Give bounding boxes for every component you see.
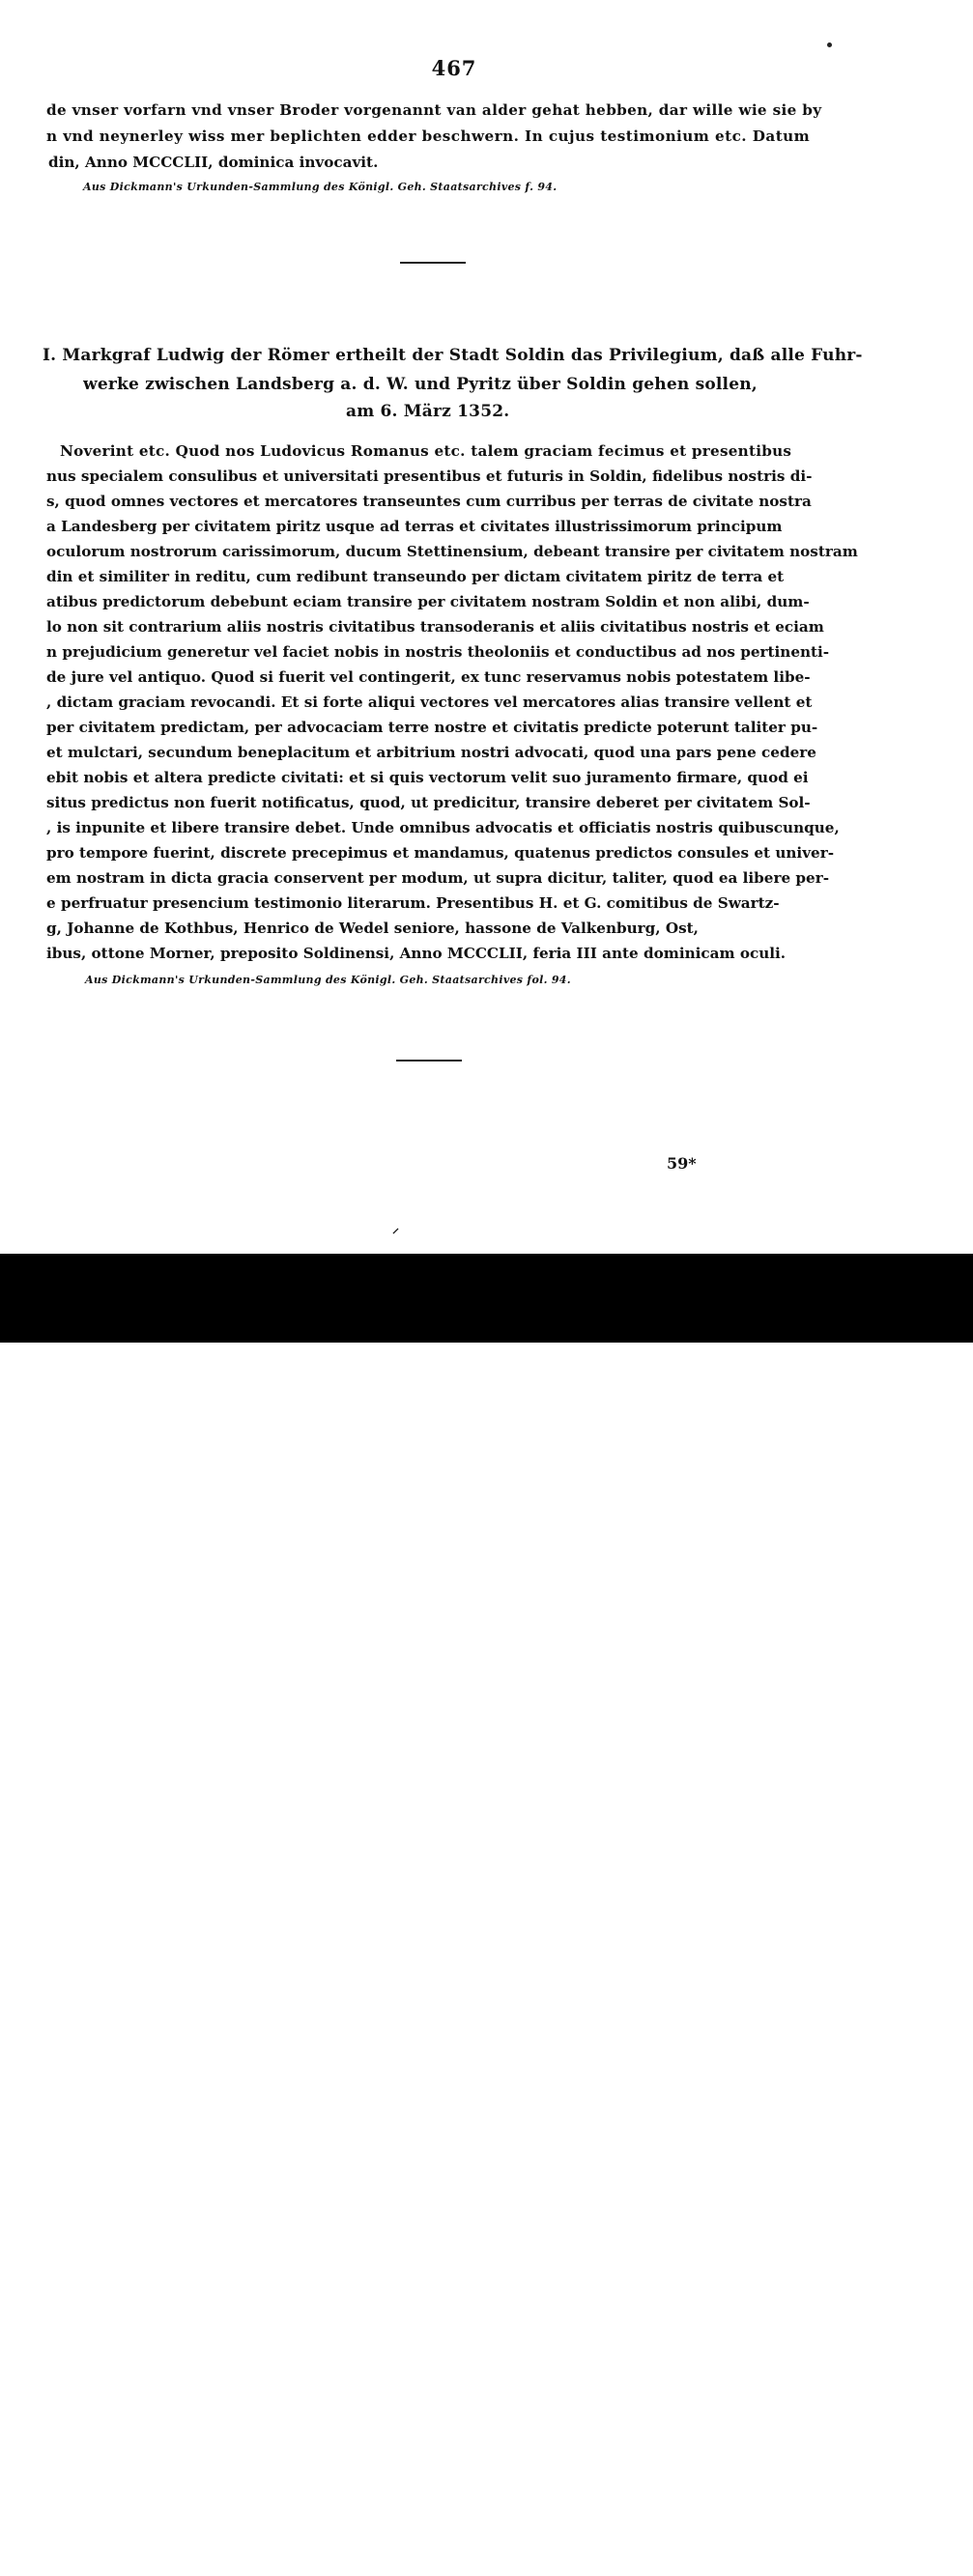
document-body-line: nus specialem consulibus et universitati presentibus et futuris in Soldin, fidelibus nostris di-: [46, 467, 813, 485]
document-body-line: per civitatem predictam, per advocaciam terre nostre et civitatis predicte poterunt taliter pu-: [46, 719, 818, 736]
document-body-line: g, Johanne de Kothbus, Henrico de Wedel seniore, hassone de Valkenburg, Ost,: [46, 920, 699, 937]
document-body-line: et mulctari, secundum beneplacitum et arbitrium nostri advocati, quod una pars pene cedere: [46, 744, 816, 761]
document-body-line: atibus predictorum debebunt eciam transire per civitatem nostram Soldin et non alibi, dum-: [46, 593, 810, 610]
document-body-line: s, quod omnes vectores et mercatores transeuntes cum curribus per terras de civitate nostra: [46, 493, 812, 510]
document-body-line: a Landesberg per civitatem piritz usque ad terras et civitates illustrissimorum principum: [46, 518, 783, 535]
document-body-line: em nostram in dicta gracia conservent per modum, ut supra dicitur, taliter, quod ea libere per-: [46, 869, 830, 887]
page-number: 467: [431, 56, 477, 80]
ink-speck: [827, 42, 832, 47]
watermark-strip: [0, 1254, 973, 2576]
document-body-line: din et similiter in reditu, cum redibunt transeundo per dictam civitatem piritz de terra et: [46, 568, 785, 585]
stray-mark: ⸝: [392, 1221, 399, 1236]
intro-line: din, Anno MCCCLII, dominica invocavit.: [48, 154, 379, 171]
document-body-line: lo non sit contrarium aliis nostris civitatibus transoderanis et aliis civitatibus nostris et eciam: [46, 618, 824, 636]
intro-line: n vnd neynerley wiss mer beplichten edder beschwern. In cujus testimonium etc. Datum: [46, 127, 811, 145]
document-source-note: Aus Dickmann's Urkunden-Sammlung des Königl. Geh. Staatsarchives fol. 94.: [85, 974, 571, 986]
document-body-line: n prejudicium generetur vel faciet nobis in nostris theoloniis et conductibus ad nos pertinenti-: [46, 643, 830, 661]
document-heading-line: am 6. März 1352.: [346, 402, 510, 421]
watermark-code: J38KMK: [850, 2538, 909, 2554]
document-body-line: oculorum nostrorum carissimorum, ducum Stettinensium, debeant transire per civitatem nostram: [46, 543, 858, 560]
document-heading-line: I. Markgraf Ludwig der Römer ertheilt der Stadt Soldin das Privilegium, daß alle Fuhr-: [43, 346, 863, 365]
signature-mark: 59*: [667, 1154, 697, 1173]
end-divider: [396, 1060, 462, 1062]
watermark-brand: alamy: [21, 2527, 148, 2571]
document-body-line: situs predictus non fuerit notificatus, quod, ut predicitur, transire deberet per civitatem Sol-: [46, 794, 811, 811]
watermark-url: www.alamy.com: [819, 2562, 921, 2576]
document-body-line: , is inpunite et libere transire debet. Unde omnibus advocatis et officiatis nostris quibuscunque,: [46, 819, 840, 836]
section-divider: [400, 262, 466, 264]
intro-source-note: Aus Dickmann's Urkunden-Sammlung des Königl. Geh. Staatsarchives f. 94.: [83, 181, 558, 193]
document-body-line: de jure vel antiquo. Quod si fuerit vel contingerit, ex tunc reservamus nobis potestatem libe-: [46, 668, 811, 686]
document-body-line: ibus, ottone Morner, preposito Soldinensi, Anno MCCCLII, feria III ante dominicam oculi.: [46, 945, 787, 962]
document-body-line: ebit nobis et altera predicte civitati: et si quis vectorum velit suo juramento firmare, quod ei: [46, 769, 809, 786]
scanned-page: [0, 0, 973, 1254]
document-body-line: pro tempore fuerint, discrete precepimus et mandamus, quatenus predictos consules et univer-: [46, 844, 834, 862]
document-body-line: , dictam graciam revocandi. Et si forte aliqui vectores vel mercatores alias transire vellent et: [46, 694, 813, 711]
document-heading-line: werke zwischen Landsberg a. d. W. und Pyritz über Soldin gehen sollen,: [83, 375, 758, 394]
intro-line: de vnser vorfarn vnd vnser Broder vorgenannt van alder gehat hebben, dar wille wie sie by: [46, 101, 822, 119]
document-body-line: Noverint etc. Quod nos Ludovicus Romanus etc. talem graciam fecimus et presentibus: [60, 442, 792, 460]
document-body-line: e perfruatur presencium testimonio literarum. Presentibus H. et G. comitibus de Swartz-: [46, 894, 780, 912]
